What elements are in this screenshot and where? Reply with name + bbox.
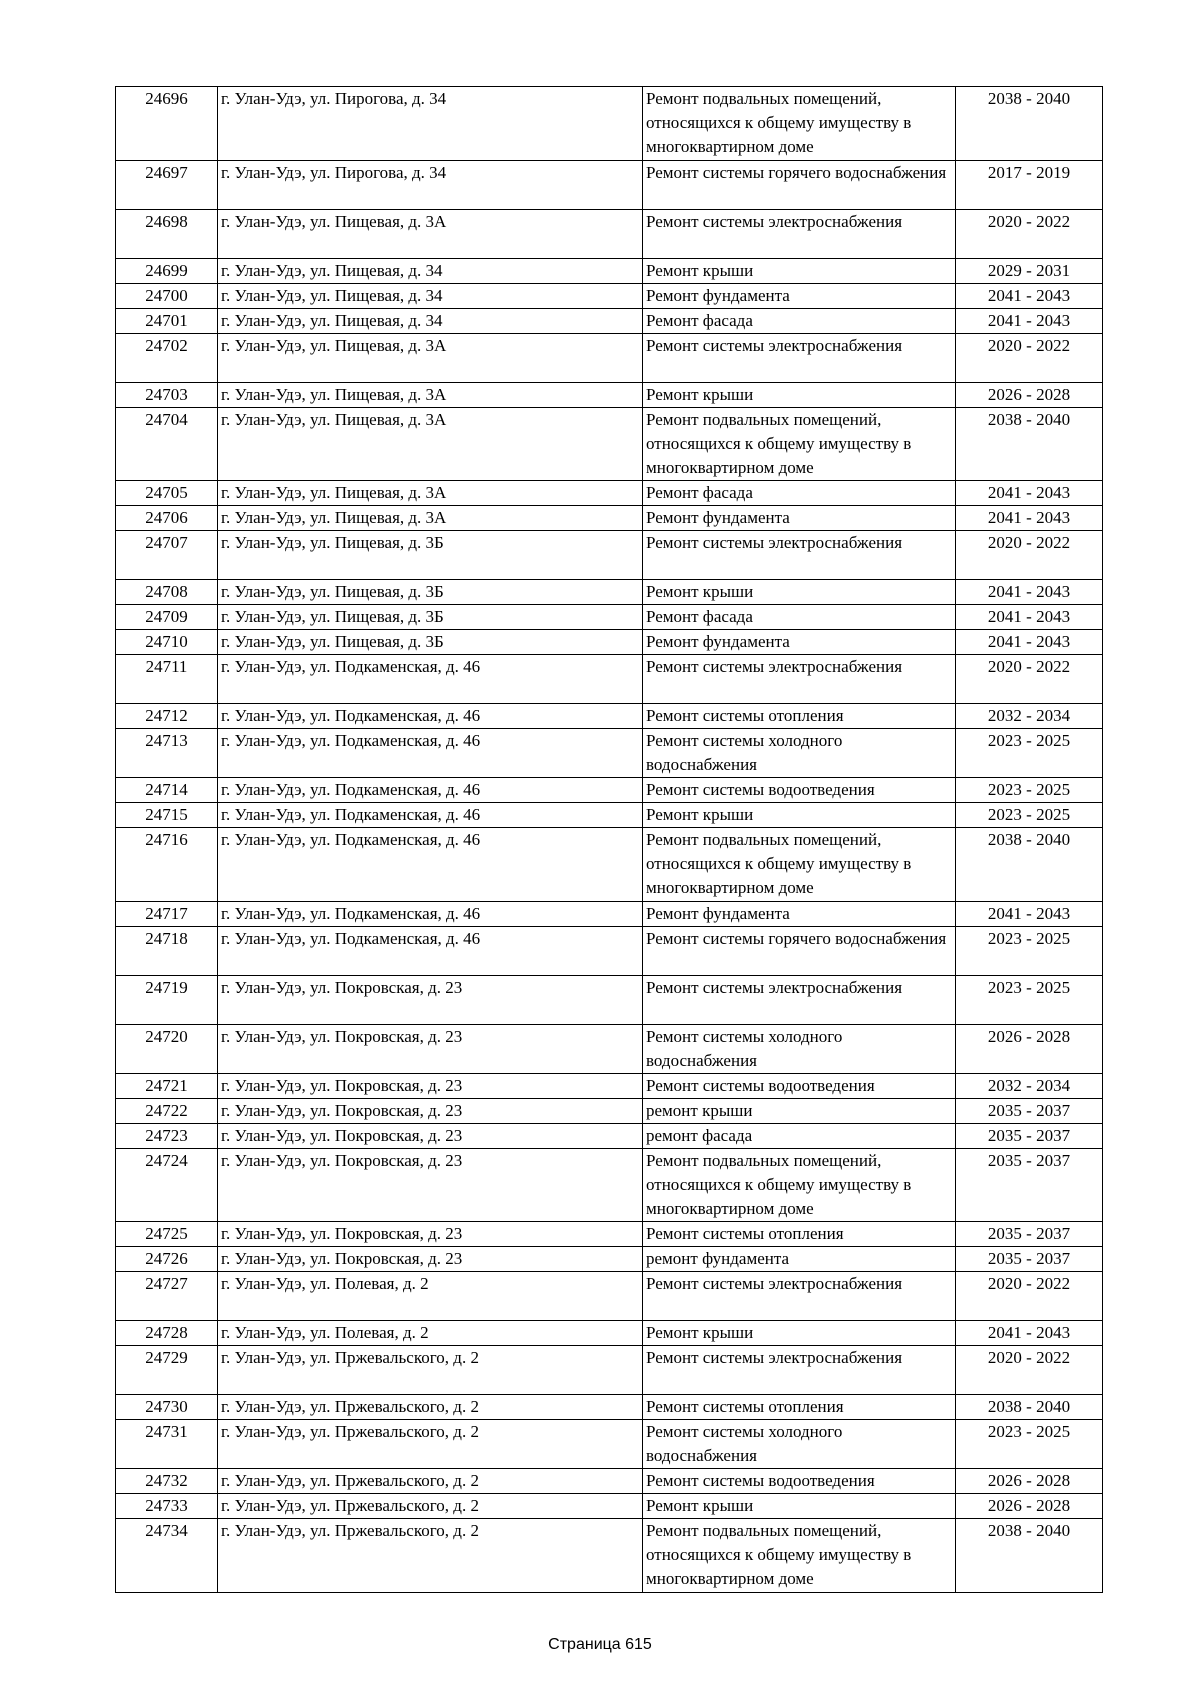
table-row bbox=[116, 407, 1103, 481]
work-type-cell: Ремонт крыши bbox=[643, 803, 956, 828]
address-cell: г. Улан-Удэ, ул. Полевая, д. 2 bbox=[218, 1321, 643, 1346]
address-cell: г. Улан-Удэ, ул. Пржевальского, д. 2 bbox=[218, 1395, 643, 1420]
table-row bbox=[116, 1346, 1103, 1395]
period-cell: 2032 - 2034 bbox=[956, 1073, 1103, 1098]
period-cell: 2020 - 2022 bbox=[956, 1346, 1103, 1395]
address-cell: г. Улан-Удэ, ул. Пищевая, д. 34 bbox=[218, 258, 643, 283]
table-row bbox=[116, 778, 1103, 803]
table-row bbox=[116, 1098, 1103, 1123]
period-cell: 2023 - 2025 bbox=[956, 778, 1103, 803]
work-type-cell: Ремонт системы электроснабжения bbox=[643, 1272, 956, 1321]
row-id-cell: 24728 bbox=[116, 1321, 218, 1346]
row-id-cell: 24697 bbox=[116, 160, 218, 209]
table-row bbox=[116, 1420, 1103, 1469]
period-cell: 2023 - 2025 bbox=[956, 1420, 1103, 1469]
row-id-cell: 24707 bbox=[116, 531, 218, 580]
address-cell: г. Улан-Удэ, ул. Пржевальского, д. 2 bbox=[218, 1420, 643, 1469]
period-cell: 2020 - 2022 bbox=[956, 1272, 1103, 1321]
work-type-cell: Ремонт системы электроснабжения bbox=[643, 1346, 956, 1395]
work-type-cell: Ремонт системы электроснабжения bbox=[643, 333, 956, 382]
period-cell: 2041 - 2043 bbox=[956, 605, 1103, 630]
address-cell: г. Улан-Удэ, ул. Пищевая, д. 3Б bbox=[218, 580, 643, 605]
work-type-cell: Ремонт крыши bbox=[643, 382, 956, 407]
table-row bbox=[116, 655, 1103, 704]
work-type-cell: Ремонт подвальных помещений, относящихся к общему имуществу в многоквартирном доме bbox=[643, 407, 956, 481]
work-type-cell: Ремонт подвальных помещений, относящихся к общему имуществу в многоквартирном доме bbox=[643, 1519, 956, 1593]
address-cell: г. Улан-Удэ, ул. Подкаменская, д. 46 bbox=[218, 926, 643, 975]
work-type-cell: Ремонт системы электроснабжения bbox=[643, 209, 956, 258]
table-row bbox=[116, 481, 1103, 506]
table-row bbox=[116, 258, 1103, 283]
row-id-cell: 24726 bbox=[116, 1247, 218, 1272]
period-cell: 2023 - 2025 bbox=[956, 803, 1103, 828]
table-row bbox=[116, 1272, 1103, 1321]
period-cell: 2041 - 2043 bbox=[956, 630, 1103, 655]
row-id-cell: 24715 bbox=[116, 803, 218, 828]
table-row bbox=[116, 160, 1103, 209]
work-type-cell: Ремонт фундамента bbox=[643, 506, 956, 531]
address-cell: г. Улан-Удэ, ул. Подкаменская, д. 46 bbox=[218, 729, 643, 778]
period-cell: 2020 - 2022 bbox=[956, 209, 1103, 258]
table-row bbox=[116, 1123, 1103, 1148]
table-row bbox=[116, 926, 1103, 975]
row-id-cell: 24706 bbox=[116, 506, 218, 531]
row-id-cell: 24701 bbox=[116, 308, 218, 333]
work-type-cell: Ремонт крыши bbox=[643, 580, 956, 605]
period-cell: 2041 - 2043 bbox=[956, 506, 1103, 531]
period-cell: 2026 - 2028 bbox=[956, 1494, 1103, 1519]
table-row bbox=[116, 308, 1103, 333]
table-row bbox=[116, 333, 1103, 382]
address-cell: г. Улан-Удэ, ул. Пржевальского, д. 2 bbox=[218, 1469, 643, 1494]
row-id-cell: 24731 bbox=[116, 1420, 218, 1469]
work-type-cell: Ремонт фундамента bbox=[643, 901, 956, 926]
period-cell: 2035 - 2037 bbox=[956, 1098, 1103, 1123]
work-type-cell: Ремонт фундамента bbox=[643, 630, 956, 655]
table-row bbox=[116, 382, 1103, 407]
address-cell: г. Улан-Удэ, ул. Покровская, д. 23 bbox=[218, 1148, 643, 1222]
table-row bbox=[116, 531, 1103, 580]
table-row bbox=[116, 828, 1103, 902]
row-id-cell: 24705 bbox=[116, 481, 218, 506]
address-cell: г. Улан-Удэ, ул. Пирогова, д. 34 bbox=[218, 87, 643, 161]
row-id-cell: 24724 bbox=[116, 1148, 218, 1222]
row-id-cell: 24696 bbox=[116, 87, 218, 161]
address-cell: г. Улан-Удэ, ул. Пищевая, д. 3Б bbox=[218, 605, 643, 630]
period-cell: 2032 - 2034 bbox=[956, 704, 1103, 729]
address-cell: г. Улан-Удэ, ул. Пищевая, д. 3А bbox=[218, 382, 643, 407]
work-type-cell: Ремонт фасада bbox=[643, 481, 956, 506]
table-row bbox=[116, 975, 1103, 1024]
table-row bbox=[116, 803, 1103, 828]
table-row bbox=[116, 605, 1103, 630]
address-cell: г. Улан-Удэ, ул. Покровская, д. 23 bbox=[218, 1123, 643, 1148]
period-cell: 2020 - 2022 bbox=[956, 531, 1103, 580]
row-id-cell: 24711 bbox=[116, 655, 218, 704]
row-id-cell: 24732 bbox=[116, 1469, 218, 1494]
address-cell: г. Улан-Удэ, ул. Пищевая, д. 3Б bbox=[218, 531, 643, 580]
work-type-cell: Ремонт системы отопления bbox=[643, 704, 956, 729]
table-row bbox=[116, 1469, 1103, 1494]
period-cell: 2041 - 2043 bbox=[956, 283, 1103, 308]
address-cell: г. Улан-Удэ, ул. Пищевая, д. 3А bbox=[218, 209, 643, 258]
table-row bbox=[116, 729, 1103, 778]
address-cell: г. Улан-Удэ, ул. Пржевальского, д. 2 bbox=[218, 1494, 643, 1519]
row-id-cell: 24712 bbox=[116, 704, 218, 729]
row-id-cell: 24716 bbox=[116, 828, 218, 902]
address-cell: г. Улан-Удэ, ул. Пржевальского, д. 2 bbox=[218, 1519, 643, 1593]
row-id-cell: 24702 bbox=[116, 333, 218, 382]
address-cell: г. Улан-Удэ, ул. Пищевая, д. 34 bbox=[218, 308, 643, 333]
period-cell: 2023 - 2025 bbox=[956, 926, 1103, 975]
work-type-cell: Ремонт системы водоотведения bbox=[643, 778, 956, 803]
address-cell: г. Улан-Удэ, ул. Полевая, д. 2 bbox=[218, 1272, 643, 1321]
row-id-cell: 24713 bbox=[116, 729, 218, 778]
table-row bbox=[116, 283, 1103, 308]
period-cell: 2038 - 2040 bbox=[956, 828, 1103, 902]
address-cell: г. Улан-Удэ, ул. Подкаменская, д. 46 bbox=[218, 778, 643, 803]
row-id-cell: 24725 bbox=[116, 1222, 218, 1247]
row-id-cell: 24723 bbox=[116, 1123, 218, 1148]
period-cell: 2041 - 2043 bbox=[956, 481, 1103, 506]
work-type-cell: ремонт фундамента bbox=[643, 1247, 956, 1272]
work-type-cell: Ремонт крыши bbox=[643, 1321, 956, 1346]
row-id-cell: 24730 bbox=[116, 1395, 218, 1420]
address-cell: г. Улан-Удэ, ул. Подкаменская, д. 46 bbox=[218, 704, 643, 729]
row-id-cell: 24719 bbox=[116, 975, 218, 1024]
table-row bbox=[116, 1321, 1103, 1346]
address-cell: г. Улан-Удэ, ул. Пирогова, д. 34 bbox=[218, 160, 643, 209]
address-cell: г. Улан-Удэ, ул. Подкаменская, д. 46 bbox=[218, 803, 643, 828]
work-type-cell: Ремонт крыши bbox=[643, 1494, 956, 1519]
period-cell: 2020 - 2022 bbox=[956, 333, 1103, 382]
period-cell: 2026 - 2028 bbox=[956, 1024, 1103, 1073]
work-type-cell: Ремонт системы холодного водоснабжения bbox=[643, 729, 956, 778]
row-id-cell: 24718 bbox=[116, 926, 218, 975]
row-id-cell: 24721 bbox=[116, 1073, 218, 1098]
repair-schedule-table bbox=[115, 86, 1103, 1593]
period-cell: 2029 - 2031 bbox=[956, 258, 1103, 283]
address-cell: г. Улан-Удэ, ул. Покровская, д. 23 bbox=[218, 1222, 643, 1247]
work-type-cell: Ремонт системы отопления bbox=[643, 1222, 956, 1247]
work-type-cell: Ремонт подвальных помещений, относящихся к общему имуществу в многоквартирном доме bbox=[643, 828, 956, 902]
row-id-cell: 24708 bbox=[116, 580, 218, 605]
address-cell: г. Улан-Удэ, ул. Пищевая, д. 3А bbox=[218, 481, 643, 506]
address-cell: г. Улан-Удэ, ул. Пищевая, д. 3А bbox=[218, 407, 643, 481]
table-row bbox=[116, 87, 1103, 161]
period-cell: 2026 - 2028 bbox=[956, 382, 1103, 407]
row-id-cell: 24720 bbox=[116, 1024, 218, 1073]
table-row bbox=[116, 1519, 1103, 1593]
work-type-cell: Ремонт системы отопления bbox=[643, 1395, 956, 1420]
period-cell: 2035 - 2037 bbox=[956, 1247, 1103, 1272]
period-cell: 2041 - 2043 bbox=[956, 1321, 1103, 1346]
work-type-cell: Ремонт системы горячего водоснабжения bbox=[643, 926, 956, 975]
table-row bbox=[116, 1073, 1103, 1098]
row-id-cell: 24729 bbox=[116, 1346, 218, 1395]
address-cell: г. Улан-Удэ, ул. Покровская, д. 23 bbox=[218, 975, 643, 1024]
row-id-cell: 24710 bbox=[116, 630, 218, 655]
row-id-cell: 24709 bbox=[116, 605, 218, 630]
period-cell: 2038 - 2040 bbox=[956, 87, 1103, 161]
table-row bbox=[116, 1395, 1103, 1420]
period-cell: 2023 - 2025 bbox=[956, 975, 1103, 1024]
address-cell: г. Улан-Удэ, ул. Покровская, д. 23 bbox=[218, 1073, 643, 1098]
period-cell: 2020 - 2022 bbox=[956, 655, 1103, 704]
address-cell: г. Улан-Удэ, ул. Покровская, д. 23 bbox=[218, 1098, 643, 1123]
period-cell: 2041 - 2043 bbox=[956, 308, 1103, 333]
period-cell: 2041 - 2043 bbox=[956, 580, 1103, 605]
period-cell: 2038 - 2040 bbox=[956, 1395, 1103, 1420]
work-type-cell: Ремонт системы горячего водоснабжения bbox=[643, 160, 956, 209]
work-type-cell: ремонт крыши bbox=[643, 1098, 956, 1123]
period-cell: 2038 - 2040 bbox=[956, 1519, 1103, 1593]
work-type-cell: Ремонт системы электроснабжения bbox=[643, 531, 956, 580]
work-type-cell: Ремонт системы водоотведения bbox=[643, 1073, 956, 1098]
work-type-cell: Ремонт фундамента bbox=[643, 283, 956, 308]
table-row bbox=[116, 209, 1103, 258]
page-number: Страница 615 bbox=[548, 1636, 652, 1653]
address-cell: г. Улан-Удэ, ул. Пищевая, д. 3А bbox=[218, 506, 643, 531]
period-cell: 2041 - 2043 bbox=[956, 901, 1103, 926]
address-cell: г. Улан-Удэ, ул. Пржевальского, д. 2 bbox=[218, 1346, 643, 1395]
period-cell: 2017 - 2019 bbox=[956, 160, 1103, 209]
table-row bbox=[116, 1494, 1103, 1519]
table-row bbox=[116, 1247, 1103, 1272]
work-type-cell: Ремонт системы водоотведения bbox=[643, 1469, 956, 1494]
row-id-cell: 24700 bbox=[116, 283, 218, 308]
address-cell: г. Улан-Удэ, ул. Подкаменская, д. 46 bbox=[218, 655, 643, 704]
address-cell: г. Улан-Удэ, ул. Подкаменская, д. 46 bbox=[218, 828, 643, 902]
work-type-cell: Ремонт фасада bbox=[643, 308, 956, 333]
table-row bbox=[116, 1222, 1103, 1247]
table-row bbox=[116, 630, 1103, 655]
work-type-cell: Ремонт системы электроснабжения bbox=[643, 975, 956, 1024]
address-cell: г. Улан-Удэ, ул. Покровская, д. 23 bbox=[218, 1247, 643, 1272]
table-body bbox=[116, 87, 1103, 1593]
address-cell: г. Улан-Удэ, ул. Пищевая, д. 3А bbox=[218, 333, 643, 382]
period-cell: 2038 - 2040 bbox=[956, 407, 1103, 481]
period-cell: 2035 - 2037 bbox=[956, 1148, 1103, 1222]
row-id-cell: 24703 bbox=[116, 382, 218, 407]
row-id-cell: 24734 bbox=[116, 1519, 218, 1593]
work-type-cell: ремонт фасада bbox=[643, 1123, 956, 1148]
table-row bbox=[116, 704, 1103, 729]
table-row bbox=[116, 1148, 1103, 1222]
row-id-cell: 24722 bbox=[116, 1098, 218, 1123]
row-id-cell: 24717 bbox=[116, 901, 218, 926]
period-cell: 2035 - 2037 bbox=[956, 1123, 1103, 1148]
row-id-cell: 24699 bbox=[116, 258, 218, 283]
row-id-cell: 24727 bbox=[116, 1272, 218, 1321]
work-type-cell: Ремонт подвальных помещений, относящихся к общему имуществу в многоквартирном доме bbox=[643, 1148, 956, 1222]
period-cell: 2035 - 2037 bbox=[956, 1222, 1103, 1247]
table-row bbox=[116, 580, 1103, 605]
work-type-cell: Ремонт подвальных помещений, относящихся к общему имуществу в многоквартирном доме bbox=[643, 87, 956, 161]
work-type-cell: Ремонт крыши bbox=[643, 258, 956, 283]
work-type-cell: Ремонт системы холодного водоснабжения bbox=[643, 1420, 956, 1469]
address-cell: г. Улан-Удэ, ул. Пищевая, д. 34 bbox=[218, 283, 643, 308]
row-id-cell: 24733 bbox=[116, 1494, 218, 1519]
work-type-cell: Ремонт фасада bbox=[643, 605, 956, 630]
table-row bbox=[116, 901, 1103, 926]
row-id-cell: 24714 bbox=[116, 778, 218, 803]
table-row bbox=[116, 1024, 1103, 1073]
address-cell: г. Улан-Удэ, ул. Пищевая, д. 3Б bbox=[218, 630, 643, 655]
work-type-cell: Ремонт системы электроснабжения bbox=[643, 655, 956, 704]
period-cell: 2023 - 2025 bbox=[956, 729, 1103, 778]
work-type-cell: Ремонт системы холодного водоснабжения bbox=[643, 1024, 956, 1073]
row-id-cell: 24698 bbox=[116, 209, 218, 258]
address-cell: г. Улан-Удэ, ул. Покровская, д. 23 bbox=[218, 1024, 643, 1073]
row-id-cell: 24704 bbox=[116, 407, 218, 481]
period-cell: 2026 - 2028 bbox=[956, 1469, 1103, 1494]
table-row bbox=[116, 506, 1103, 531]
address-cell: г. Улан-Удэ, ул. Подкаменская, д. 46 bbox=[218, 901, 643, 926]
